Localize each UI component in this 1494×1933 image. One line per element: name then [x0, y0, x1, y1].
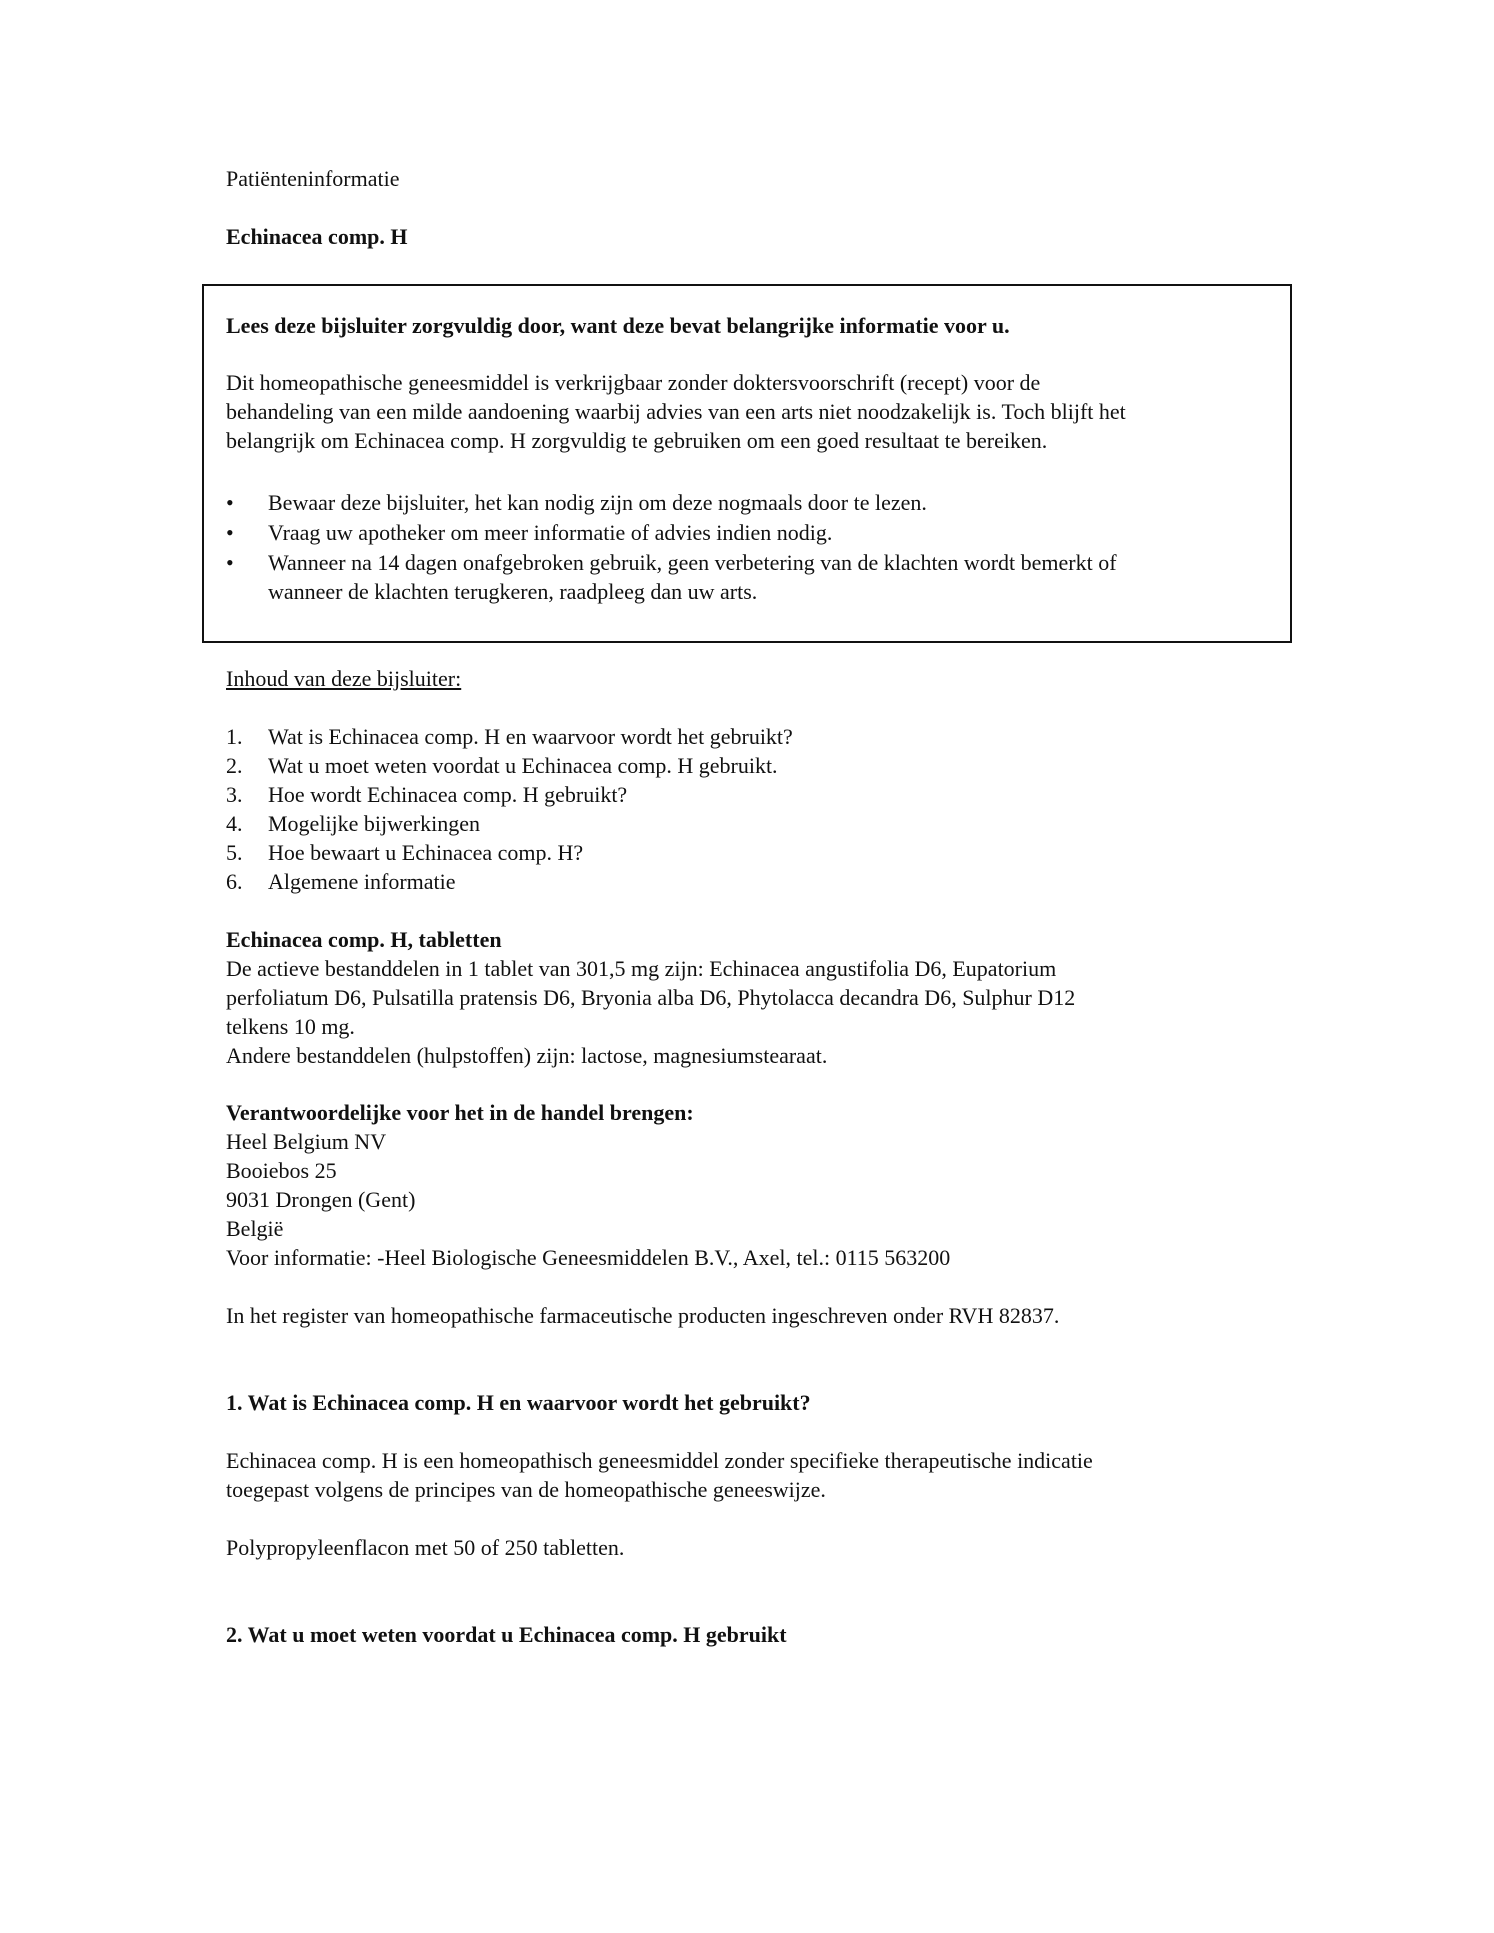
responsible-line: Booiebos 25	[226, 1158, 337, 1183]
contents-number: 2.	[226, 753, 243, 778]
notice-bullet: Wanneer na 14 dagen onafgebroken gebruik, geen verbetering van de klachten wordt bemerkt of	[268, 550, 1117, 575]
composition-line: telkens 10 mg.	[226, 1014, 355, 1039]
notice-paragraph-line: Dit homeopathische geneesmiddel is verkrijgbaar zonder doktersvoorschrift (recept) voor de	[226, 370, 1041, 395]
contents-number: 4.	[226, 811, 243, 836]
responsible-line: 9031 Drongen (Gent)	[226, 1187, 416, 1212]
responsible-line: Heel Belgium NV	[226, 1129, 387, 1154]
contents-number: 3.	[226, 782, 243, 807]
contents-heading: Inhoud van deze bijsluiter:	[226, 666, 462, 691]
contents-item: Wat u moet weten voordat u Echinacea comp. H gebruikt.	[268, 753, 778, 778]
notice-paragraph-line: belangrijk om Echinacea comp. H zorgvuldig te gebruiken om een goed resultaat te bereiken.	[226, 428, 1048, 453]
contents-item: Hoe bewaart u Echinacea comp. H?	[268, 840, 584, 865]
notice-bullet: Vraag uw apotheker om meer informatie of advies indien nodig.	[268, 520, 833, 545]
section-1-heading: 1. Wat is Echinacea comp. H en waarvoor wordt het gebruikt?	[226, 1390, 811, 1415]
notice-heading: Lees deze bijsluiter zorgvuldig door, want deze bevat belangrijke informatie voor u.	[226, 313, 1010, 338]
section-1-line: Echinacea comp. H is een homeopathisch geneesmiddel zonder specifieke therapeutische indicatie	[226, 1448, 1093, 1473]
notice-bullet-continuation: wanneer de klachten terugkeren, raadpleeg dan uw arts.	[268, 579, 758, 604]
contents-item: Hoe wordt Echinacea comp. H gebruikt?	[268, 782, 628, 807]
composition-line: Andere bestanddelen (hulpstoffen) zijn: lactose, magnesiumstearaat.	[226, 1043, 828, 1068]
register-line: In het register van homeopathische farmaceutische producten ingeschreven onder RVH 82837.	[226, 1303, 1060, 1328]
document-kicker: Patiënteninformatie	[226, 166, 400, 191]
contents-number: 5.	[226, 840, 243, 865]
contents-item: Mogelijke bijwerkingen	[268, 811, 481, 836]
packaging-line: Polypropyleenflacon met 50 of 250 tabletten.	[226, 1535, 625, 1560]
document-title: Echinacea comp. H	[226, 224, 408, 249]
contents-item: Wat is Echinacea comp. H en waarvoor wordt het gebruikt?	[268, 724, 793, 749]
responsible-heading: Verantwoordelijke voor het in de handel brengen:	[226, 1100, 694, 1125]
contents-number: 6.	[226, 869, 243, 894]
notice-bullet: Bewaar deze bijsluiter, het kan nodig zijn om deze nogmaals door te lezen.	[268, 490, 927, 515]
bullet-icon: •	[226, 490, 234, 515]
bullet-icon: •	[226, 520, 234, 545]
responsible-line: België	[226, 1216, 284, 1241]
responsible-line: Voor informatie: -Heel Biologische Geneesmiddelen B.V., Axel, tel.: 0115 563200	[226, 1245, 951, 1270]
section-1-line: toegepast volgens de principes van de homeopathische geneeswijze.	[226, 1477, 826, 1502]
contents-item: Algemene informatie	[268, 869, 456, 894]
section-2-heading: 2. Wat u moet weten voordat u Echinacea comp. H gebruikt	[226, 1622, 787, 1647]
composition-line: perfoliatum D6, Pulsatilla pratensis D6, Bryonia alba D6, Phytolacca decandra D6, Sulphur D12	[226, 985, 1076, 1010]
notice-paragraph-line: behandeling van een milde aandoening waarbij advies van een arts niet noodzakelijk is. Toch blijft het	[226, 399, 1126, 424]
bullet-icon: •	[226, 550, 234, 575]
contents-number: 1.	[226, 724, 243, 749]
composition-line: De actieve bestanddelen in 1 tablet van 301,5 mg zijn: Echinacea angustifolia D6, Eupatorium	[226, 956, 1057, 981]
composition-heading: Echinacea comp. H, tabletten	[226, 927, 502, 952]
